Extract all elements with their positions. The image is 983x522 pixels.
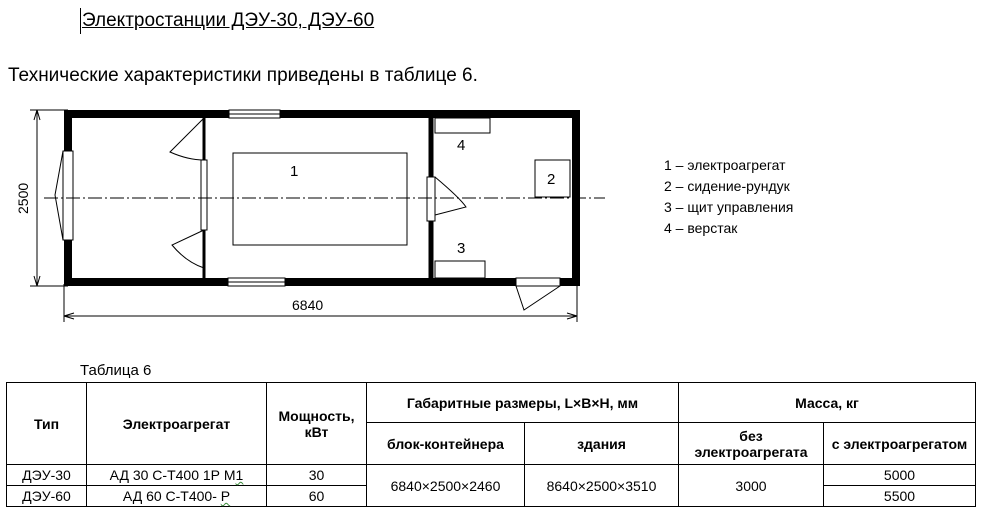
header-dims-building: здания xyxy=(525,423,679,465)
marker-3: 3 xyxy=(457,240,466,257)
cell-mass-with: 5500 xyxy=(824,486,976,507)
legend-item: 3 – щит управления xyxy=(664,199,794,215)
legend-item: 1 – электроагрегат xyxy=(664,157,786,173)
header-mass-without: без электроагрегата xyxy=(679,423,824,465)
cell-unit: АД 30 С-Т400 1Р М1 xyxy=(87,465,267,486)
page-subtitle: Технические характеристики приведены в таблице 6. xyxy=(8,65,478,86)
cell-type: ДЭУ-30 xyxy=(7,465,87,486)
spec-table xyxy=(6,382,976,507)
header-dimensions: Габаритные размеры, L×B×H, мм xyxy=(367,383,679,423)
cell-power: 30 xyxy=(267,465,367,486)
end-opening-left xyxy=(63,151,73,240)
table-caption: Таблица 6 xyxy=(80,362,152,379)
legend-item: 2 – сидение-рундук xyxy=(664,178,790,194)
header-dims-container: блок-контейнера xyxy=(367,423,525,465)
header-type: Тип xyxy=(7,383,87,465)
marker-2: 2 xyxy=(547,171,556,188)
legend xyxy=(664,155,793,239)
header-mass: Масса, кг xyxy=(679,383,976,423)
workbench-outline xyxy=(435,118,490,133)
cell-mass-with: 5000 xyxy=(824,465,976,486)
dimension-height: 2500 xyxy=(15,182,31,214)
cell-dims-container: 6840×2500×2460 xyxy=(367,465,525,507)
cell-power: 60 xyxy=(267,486,367,507)
dimension-length: 6840 xyxy=(292,297,324,313)
legend-item: 4 – верстак xyxy=(664,220,738,236)
cell-type: ДЭУ-60 xyxy=(7,486,87,507)
header-power: Мощность, кВт xyxy=(267,383,367,465)
cell-unit: АД 60 С-Т400- Р xyxy=(87,486,267,507)
cell-dims-building: 8640×2500×3510 xyxy=(525,465,679,507)
cell-mass-without: 3000 xyxy=(679,465,824,507)
page-title: Электростанции ДЭУ-30, ДЭУ-60 xyxy=(80,8,374,34)
control-panel-outline xyxy=(435,261,485,278)
marker-1: 1 xyxy=(290,163,299,180)
header-mass-with: с электроагрегатом xyxy=(824,423,976,465)
floor-plan-drawing xyxy=(0,100,640,328)
marker-4: 4 xyxy=(457,137,466,154)
header-unit: Электроагрегат xyxy=(87,383,267,465)
generator-outline xyxy=(233,153,407,245)
table-row xyxy=(7,465,976,486)
